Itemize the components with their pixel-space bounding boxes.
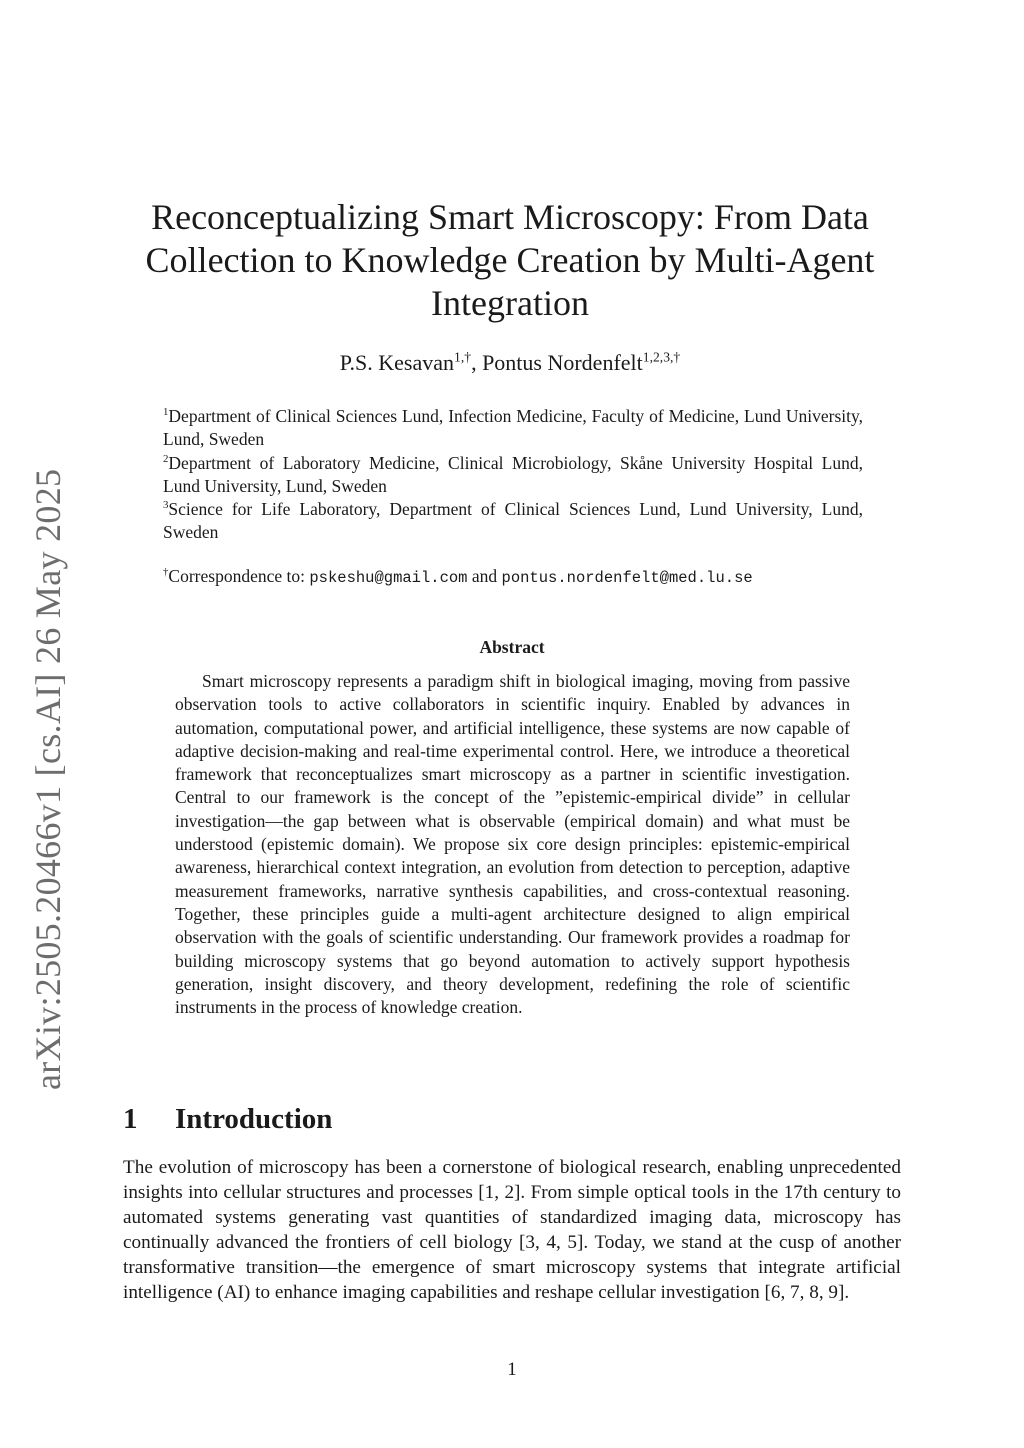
affiliation-mark: 3 (163, 499, 169, 512)
introduction-paragraph: The evolution of microscopy has been a cornerstone of biological research, enabling unprecedented insights into cellular structures and processes [1, 2]. From simple optical tools in the 17th century to automated systems generating vast quantities of standardized imaging data, microscopy has continually advanced the frontiers of cell biology [3, 4, 5]. Today, we stand at the cusp of another transformative transition—the emergence of smart microscopy systems that integrate artificial intelligence (AI) to enhance imaging capabilities and reshape cellular investigation [6, 7, 8, 9]. (123, 1157, 901, 1303)
author-list (120, 348, 900, 378)
affiliation-text: Science for Life Laboratory, Department of Clinical Sciences Lund, Lund University, Lund, Sweden (163, 499, 863, 543)
correspondence-line (163, 564, 863, 590)
arxiv-identifier-stamp: arXiv:2505.20466v1 [cs.AI] 26 May 2025 (28, 468, 68, 1090)
affiliation-list (163, 405, 863, 545)
author-affiliation-mark: 1,2,3,† (642, 349, 681, 365)
paper-title: Reconceptualizing Smart Microscopy: From Data Collection to Knowledge Creation by Multi-Agent Integration (145, 197, 875, 323)
affiliation (163, 452, 863, 499)
abstract-heading: Abstract (479, 637, 545, 657)
correspondence-label: Correspondence to: (168, 566, 310, 586)
author-name: Pontus Nordenfelt (482, 350, 643, 375)
section-title: Introduction (175, 1103, 333, 1135)
page-number: 1 (507, 1359, 517, 1380)
affiliation (163, 405, 863, 452)
section-number: 1 (123, 1103, 138, 1135)
affiliation-mark: 2 (163, 452, 169, 465)
author-name: P.S. Kesavan (339, 350, 455, 375)
affiliation-text: Department of Clinical Sciences Lund, Infection Medicine, Faculty of Medicine, Lund University, Lund, Sweden (163, 406, 863, 450)
abstract-text: Smart microscopy represents a paradigm shift in biological imaging, moving from passive observation tools to active collaborators in scientific inquiry. Enabled by advances in automation, computational power, and artificial intelligence, these systems are now capable of adaptive decision-making and real-time experimental control. Here, we introduce a theoretical framework that reconceptualizes smart microscopy as a partner in scientific investigation. Central to our framework is the concept of the ”epistemic-empirical divide” in cellular investigation—the gap between what is observable (empirical domain) and what must be understood (epistemic domain). We propose six core design principles: epistemic-empirical awareness, hierarchical context integration, an evolution from detection to perception, adaptive measurement frameworks, narrative synthesis capabilities, and cross-contextual reasoning. Together, these principles guide a multi-agent architecture designed to align empirical observation with the goals of scientific understanding. Our framework provides a roadmap for building microscopy systems that go beyond automation to actively support hypothesis generation, insight discovery, and theory development, redefining the role of scientific instruments in the process of knowledge creation. (175, 671, 850, 1018)
affiliation (163, 498, 863, 545)
section-heading-introduction (123, 1100, 723, 1138)
author-separator: , (471, 350, 483, 375)
author-affiliation-mark: 1,† (454, 349, 472, 365)
correspondence-mark: † (163, 566, 169, 579)
correspondence-joiner: and (467, 566, 502, 586)
affiliation-text: Department of Laboratory Medicine, Clinical Microbiology, Skåne University Hospital Lund, Lund University, Lund, Sweden (163, 452, 863, 496)
email-link-kesavan[interactable]: pskeshu@gmail.com (309, 569, 468, 587)
affiliation-mark: 1 (163, 406, 169, 419)
email-link-nordenfelt[interactable]: pontus.nordenfelt@med.lu.se (501, 569, 753, 587)
